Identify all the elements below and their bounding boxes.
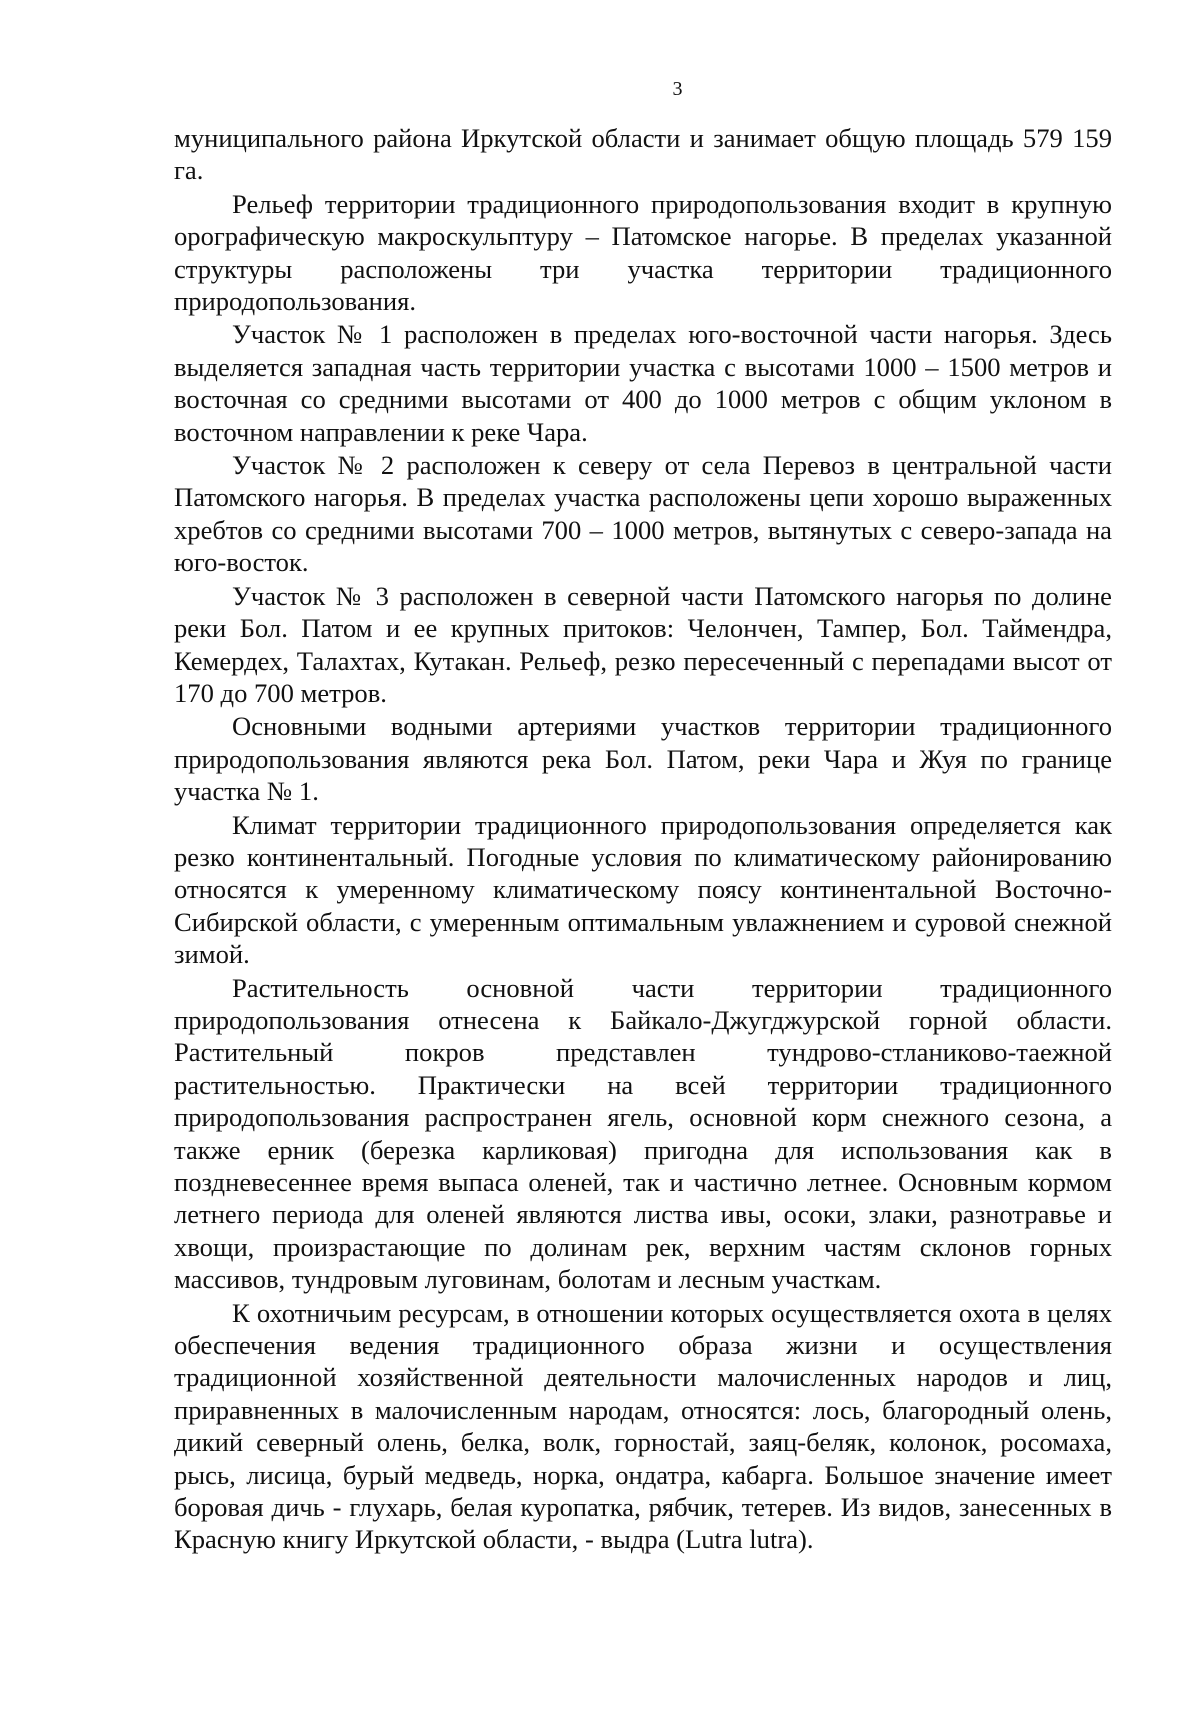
paragraph-water: Основными водными артериями участков территории традиционного природопользования являются река Бол. Патом, реки Чара и Жуя по границе участка № 1. bbox=[174, 711, 1112, 807]
document-body bbox=[174, 122, 1112, 1557]
paragraph-area-continuation: муниципального района Иркутской области и занимает общую площадь 579 159 га. bbox=[174, 123, 1112, 186]
paragraph-plot-3: Участок № 3 расположен в северной части Патомского нагорья по долине реки Бол. Патом и ее крупных притоков: Челончен, Тампер, Бол. Таймендра, Кемердех, Талахтах, Кутакан. Рельеф, резко пересеченный с перепадами высот от 170 до 700 метров. bbox=[174, 580, 1112, 708]
paragraph-plot-2: Участок № 2 расположен к северу от села Перевоз в центральной части Патомского нагорья. В пределах участка расположены цепи хорошо выраженных хребтов со средними высотами 700 – 1000 метров, вытянутых с северо-запада на юго-восток. bbox=[174, 450, 1112, 578]
paragraph-relief: Рельеф территории традиционного природопользования входит в крупную орографическую макроскульптуру – Патомское нагорье. В пределах указанной структуры расположены три участка территории традиционного природопользования. bbox=[174, 188, 1112, 317]
page-number: 3 bbox=[672, 78, 683, 100]
paragraph-vegetation: Растительность основной части территории традиционного природопользования отнесена к Байкало-Джугджурской горной области. Растительный покров представлен тундрово-стланиково-таежной растительностью. Практически на всей территории традиционного природопользования распространен ягель, основной корм снежного сезона, а также ерник (березка карликовая) пригодна для использования как в поздневесеннее время выпаса оленей, так и частично летнее. Основным кормом летнего периода для оленей являются листва ивы, осоки, злаки, разнотравье и хвощи, произрастающие по долинам рек, верхним частям склонов горных массивов, тундровым луговинам, болотам и лесным участкам. bbox=[174, 972, 1112, 1295]
paragraph-plot-1: Участок № 1 расположен в пределах юго-восточной части нагорья. Здесь выделяется западная часть территории участка с высотами 1000 – 1500 метров и восточная со средними высотами от 400 до 1000 метров с общим уклоном в восточном направлении к реке Чара. bbox=[174, 319, 1112, 447]
paragraph-hunting-resources: К охотничьим ресурсам, в отношении которых осуществляется охота в целях обеспечения ведения традиционного образа жизни и осуществления традиционной хозяйственной деятельности малочисленных народов и лиц, приравненных в малочисленным народам, относятся: лось, благородный олень, дикий северный олень, белка, волк, горностай, заяц-беляк, колонок, росомаха, рысь, лисица, бурый медведь, норка, ондатра, кабарга. Большое значение имеет боровая дичь - глухарь, белая куропатка, рябчик, тетерев. Из видов, занесенных в Красную книгу Иркутской области, - выдра (Lutra lutra). bbox=[174, 1297, 1112, 1555]
paragraph-climate: Климат территории традиционного природопользования определяется как резко континентальный. Погодные условия по климатическому районированию относятся к умеренному климатическому поясу континентальной Восточно-Сибирской области, с умеренным оптимальным увлажнением и суровой снежной зимой. bbox=[174, 809, 1112, 970]
